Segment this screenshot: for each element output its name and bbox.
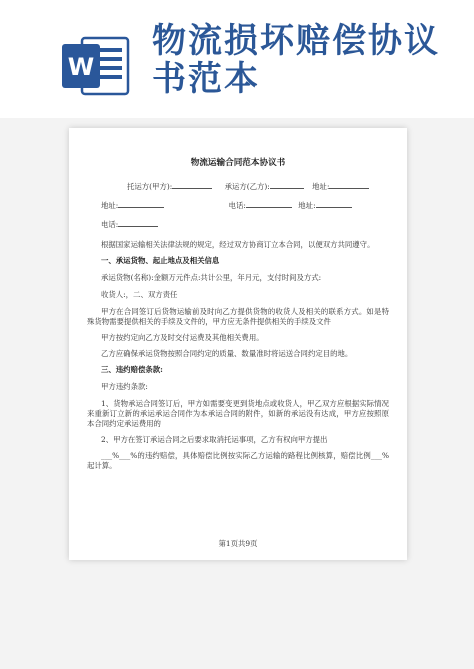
word-icon-letter: W bbox=[67, 53, 95, 81]
section-1-heading: 一、承运货物、起止地点及相关信息 bbox=[101, 256, 220, 265]
party-a-label: 托运方(甲方): bbox=[127, 182, 173, 191]
document-body bbox=[87, 140, 389, 477]
section-3-heading: 三、违约赔偿条款: bbox=[101, 365, 163, 374]
phone-label-2: 电话: bbox=[101, 220, 119, 229]
phone-blank-1 bbox=[246, 199, 292, 208]
page-number: 第1页共9页 bbox=[218, 539, 258, 548]
party-b-blank bbox=[270, 180, 304, 189]
document-title: 物流运输合同范本协议书 bbox=[190, 158, 286, 168]
phone-row bbox=[87, 218, 389, 230]
address-row bbox=[87, 199, 389, 211]
clause-paragraph-1: 甲方在合同签订后货物运输前及时向乙方提供货物的收货人及相关的联系方式。如是特殊货物需要提供相关的手续及文件的，甲方应无条件提供相关的手续及文件 bbox=[87, 307, 389, 326]
clause-paragraph-3: 乙方应确保承运货物按照合同约定的质量、数量准时将运送合同约定目的地。 bbox=[101, 349, 353, 358]
document-page bbox=[69, 128, 407, 560]
address-label-2: 地址: bbox=[101, 201, 119, 210]
phone-label-1: 电话: bbox=[228, 201, 246, 210]
intro-paragraph: 根据国家运输相关法律法规的规定，经过双方协商订立本合同，以便双方共同遵守。 bbox=[101, 240, 375, 249]
banner-title: 物流损坏赔偿协议书范本 bbox=[152, 21, 440, 99]
address-blank-2 bbox=[118, 199, 164, 208]
address-label-3: 地址: bbox=[298, 201, 316, 210]
header-banner bbox=[0, 0, 474, 118]
party-b-label: 承运方(乙方): bbox=[224, 182, 270, 191]
clause-paragraph-2: 甲方按约定向乙方及时交付运费及其他相关费用。 bbox=[101, 333, 264, 342]
receiver-line: 收货人:，二、双方责任 bbox=[101, 290, 178, 299]
phone-blank-2 bbox=[118, 218, 158, 227]
clause-paragraph-4: 1、货物承运合同签订后，甲方如需要变更到货地点或收货人，甲乙双方应根据实际情况来重新订立新的承运承运合同作为本承运合同的附件，如新的承运没有达成，甲方应按照原本合同约定承运费用的 bbox=[87, 399, 389, 428]
party-a-blank bbox=[172, 180, 212, 189]
clause-paragraph-6: ___%___%的违约赔偿，具体赔偿比例按实际乙方运输的路程比例核算，赔偿比例___%起计算。 bbox=[87, 451, 389, 470]
address-blank-1 bbox=[329, 180, 369, 189]
party-a-breach-subheading: 甲方违约条款: bbox=[101, 382, 148, 391]
address-label-1: 地址: bbox=[312, 182, 330, 191]
cargo-line: 承运货物(名称):金额万元件点:共计公里，年月元，支付时间及方式: bbox=[101, 273, 322, 282]
word-document-icon bbox=[60, 34, 130, 98]
clause-paragraph-5: 2、甲方在签订承运合同之后要求取消托运事项，乙方有权向甲方提出 bbox=[101, 435, 328, 444]
address-blank-3 bbox=[316, 199, 352, 208]
party-row bbox=[87, 180, 389, 192]
